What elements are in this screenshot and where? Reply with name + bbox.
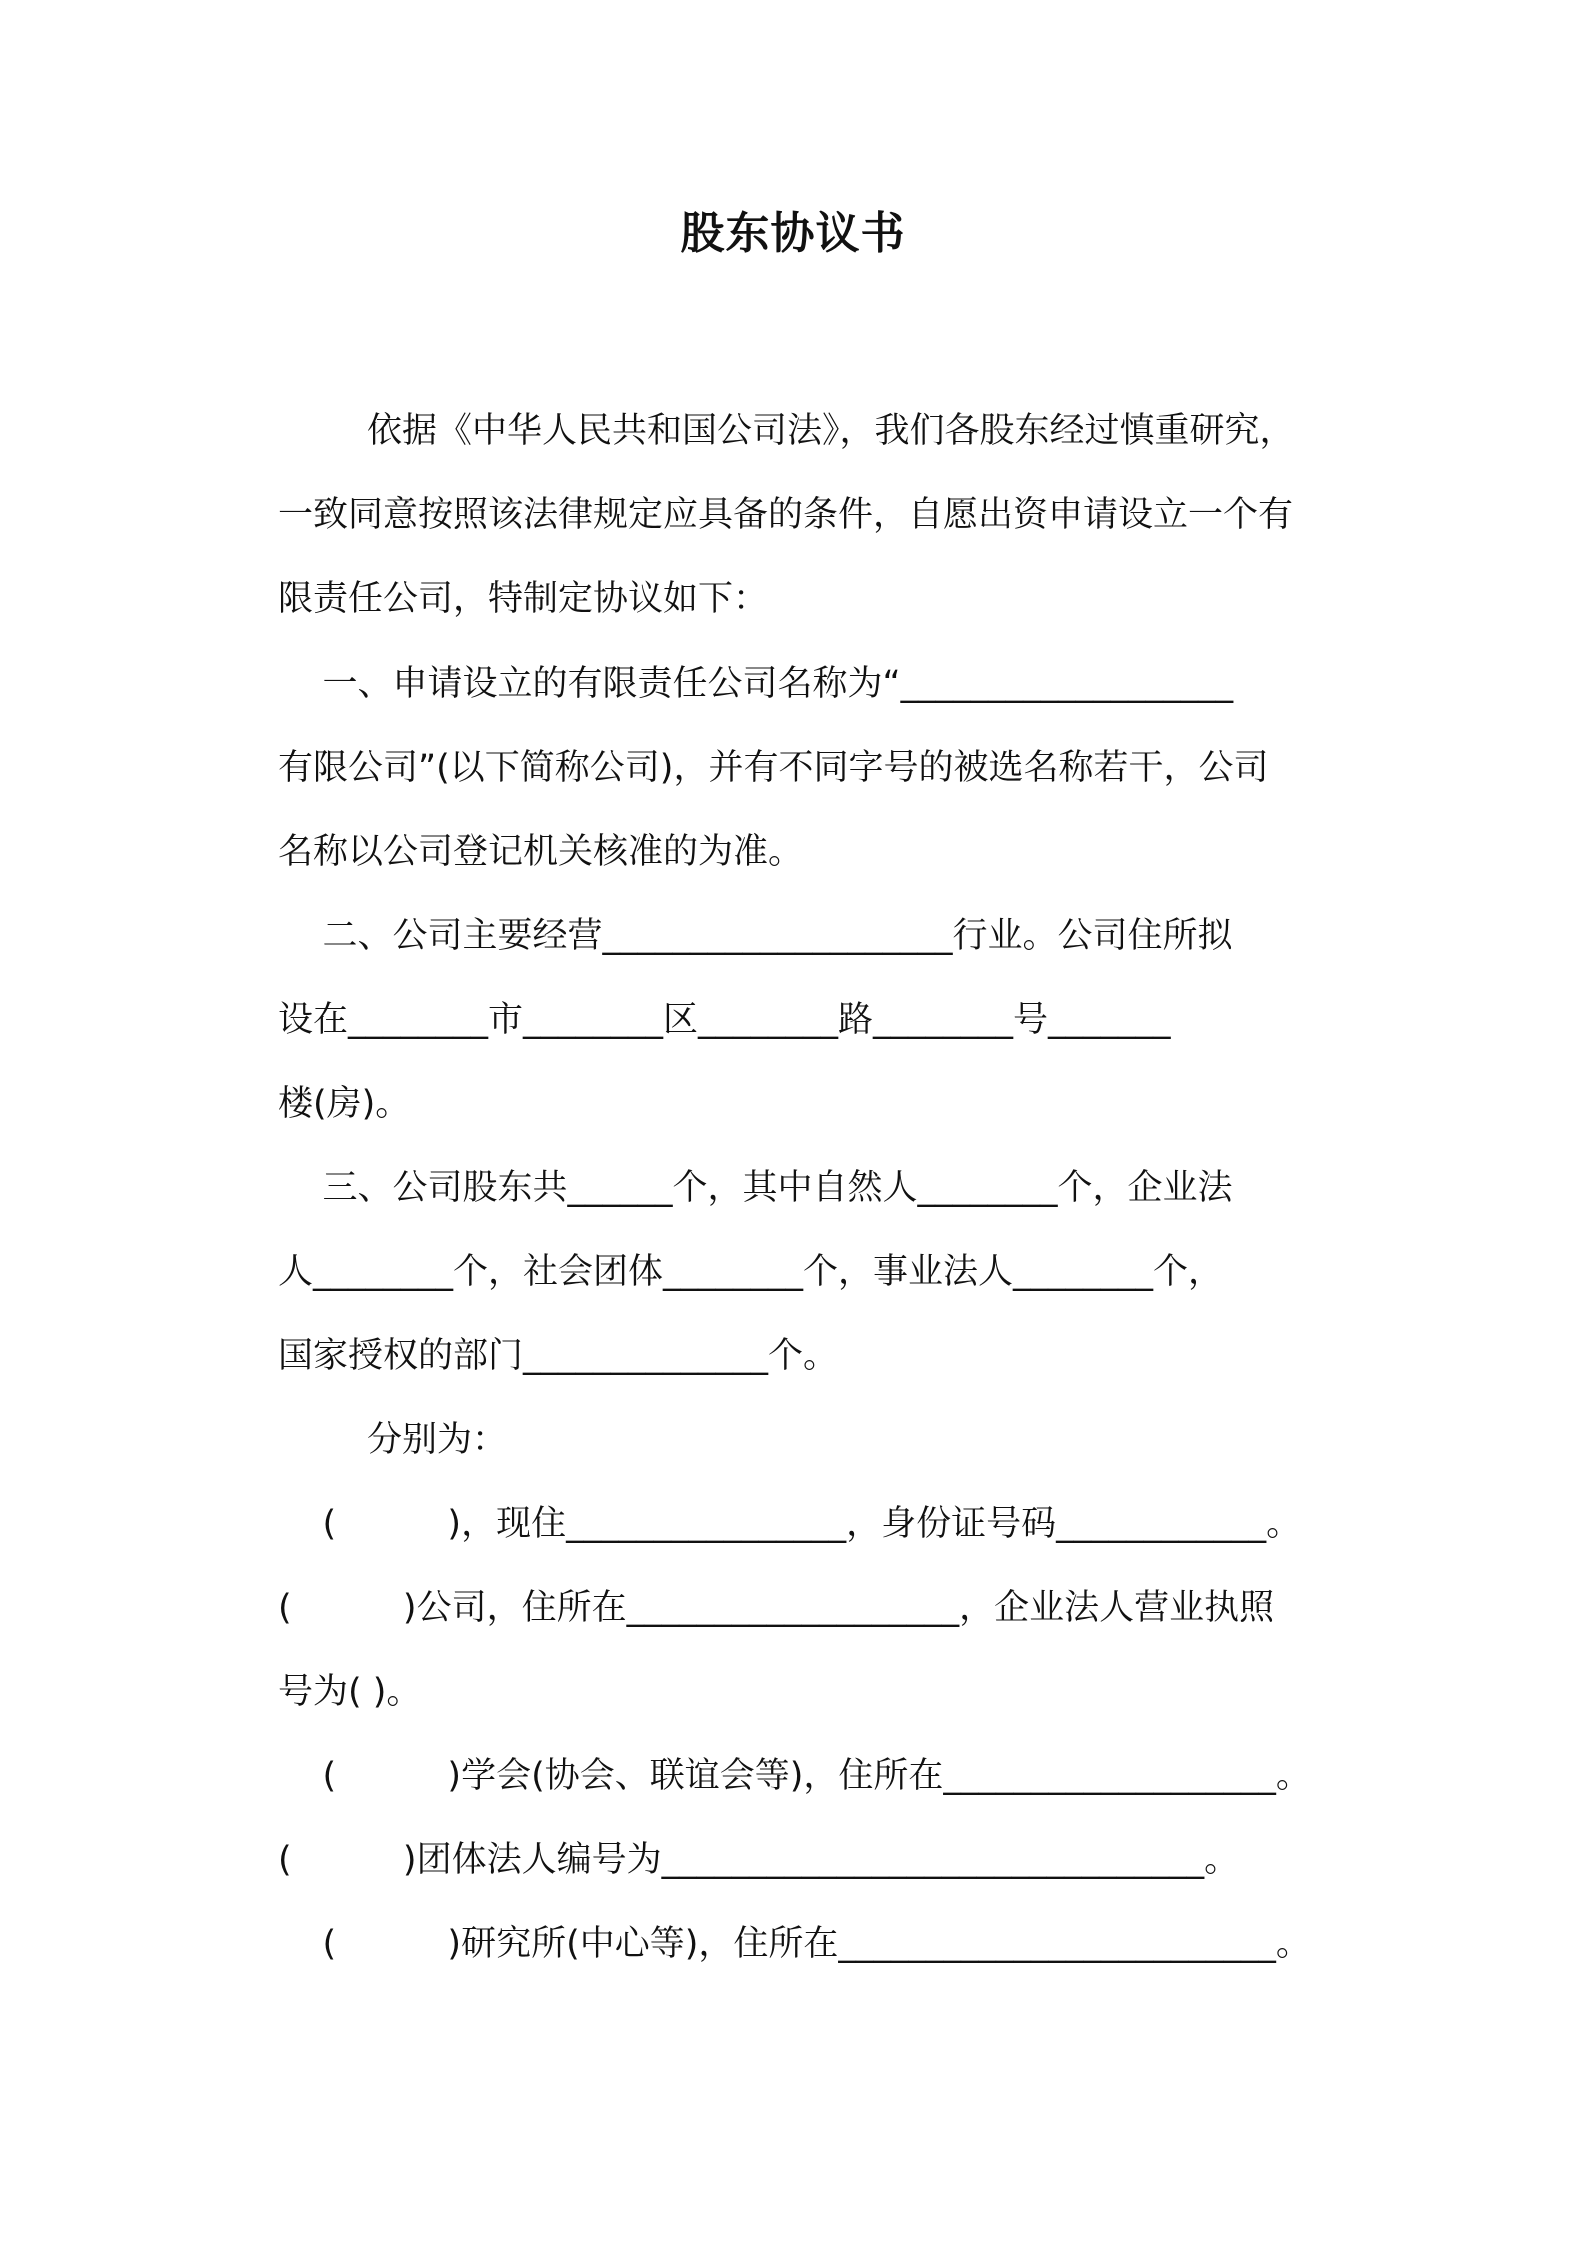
shareholder-company-line-1: ( )公司，住所在___________________，企业法人营业执照 [278, 1588, 1275, 1628]
shareholder-society-number-line: ( )团体法人编号为_______________________________。 [278, 1840, 1240, 1880]
clause-3-line-3: 国家授权的部门______________个。 [278, 1336, 839, 1376]
clause-3-line-1: 三、公司股东共______个，其中自然人________个，企业法 [278, 1168, 1233, 1208]
clause-2-line-1: 二、公司主要经营____________________行业。公司住所拟 [278, 916, 1233, 956]
paragraph-intro-line-3: 限责任公司，特制定协议如下： [278, 579, 769, 619]
shareholder-institute-line: ( )研究所(中心等)，住所在_________________________。 [278, 1924, 1311, 1964]
document-title: 股东协议书 [680, 208, 906, 259]
paragraph-intro-line-1: 依据《中华人民共和国公司法》，我们各股东经过慎重研究， [278, 411, 1295, 451]
paragraph-intro-line-2: 一致同意按照该法律规定应具备的条件，自愿出资申请设立一个有 [278, 495, 1294, 535]
shareholder-natural-person-line: ( )，现住________________，身份证号码____________。 [278, 1504, 1302, 1544]
clause-1-line-3: 名称以公司登记机关核准的为准。 [278, 832, 804, 872]
clause-1-line-2: 有限公司”(以下简称公司)，并有不同字号的被选名称若干，公司 [278, 748, 1269, 788]
clause-3-line-2: 人________个，社会团体________个，事业法人________个， [278, 1252, 1224, 1292]
shareholder-company-line-2: 号为( )。 [278, 1672, 422, 1712]
respectively-label: 分别为： [278, 1420, 508, 1460]
clause-2-line-2: 设在________市________区________路________号_______ [278, 1000, 1171, 1040]
clause-1-line-1: 一、申请设立的有限责任公司名称为“___________________ [278, 664, 1234, 704]
clause-2-line-3: 楼(房)。 [278, 1084, 411, 1124]
shareholder-society-line: ( )学会(协会、联谊会等)，住所在___________________。 [278, 1756, 1311, 1796]
